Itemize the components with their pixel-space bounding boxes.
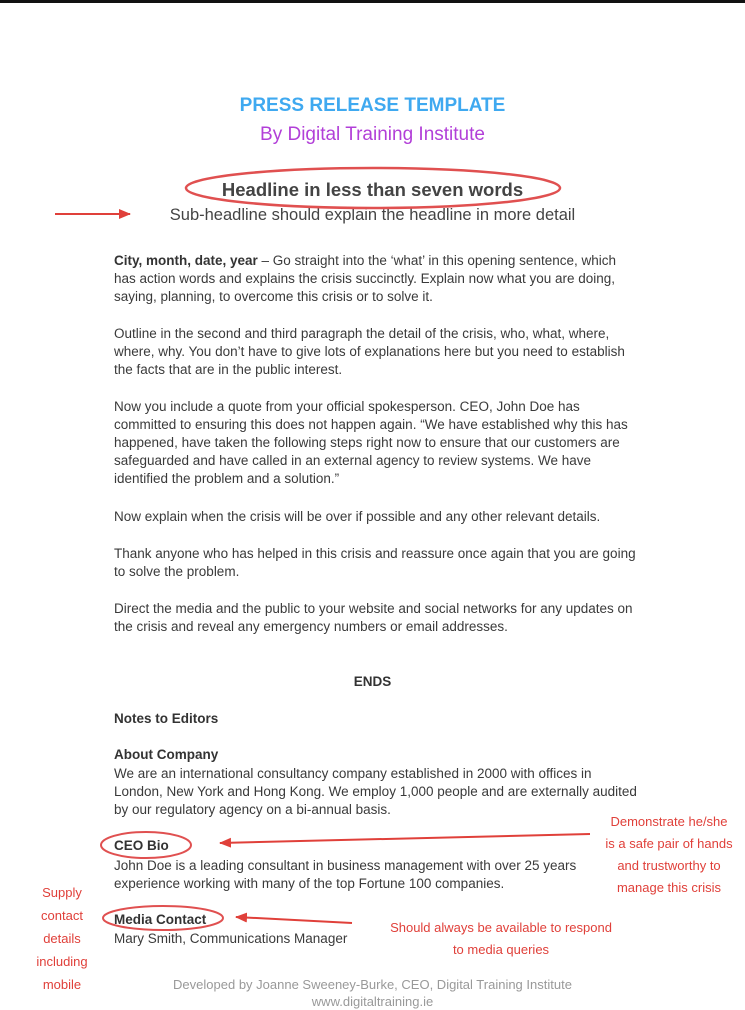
top-border [0,0,745,3]
footer-credit: Developed by Joanne Sweeney-Burke, CEO, Digital Training Institute [173,977,572,992]
supply-annotation-line: Supply [42,885,82,900]
about-company-text: We are an international consultancy company established in 2000 with offices in London, New York and Hong Kong. We employ 1,000 people and are externally audited by our regulatory agency on a bi-annual basis. [114,766,637,817]
ends-marker: ENDS [353,674,392,689]
ceo-annotation-line: manage this crisis [616,880,722,895]
ceo-annotation-line: Demonstrate he/she [610,814,728,829]
paragraph-timeline: Now explain when the crisis will be over if possible and any other relevant details. [114,509,601,524]
paragraph-thanks: Thank anyone who has helped in this crisis and reassure once again that you are going to solve the problem. [114,546,636,579]
ceo-annotation-line: and trustworthy to [617,858,721,873]
paragraph-detail: Outline in the second and third paragraph the detail of the crisis, who, what, where, where, why. You don’t have to give lots of explanations here but you need to establish the facts that are in the public interest. [114,326,625,377]
media-contact-text: Mary Smith, Communications Manager [114,931,348,946]
ceo-annotation-line: is a safe pair of hands [605,836,733,851]
opening-text: – Go straight into the ‘what’ in this opening sentence, which has action words and explains the crisis succinctly. Explain now what you are doing, saying, planning, to overcome this crisis or to solve it. [114,253,616,304]
ceo-bio-text: John Doe is a leading consultant in business management with over 25 years experience working with many of the top Fortune 100 companies. [114,858,577,891]
media-contact-heading: Media Contact [114,912,207,927]
ceo-annotation [594,811,744,899]
contact-annotation-line: to media queries [452,942,550,957]
paragraph-quote: Now you include a quote from your official spokesperson. CEO, John Doe has committed to ensuring this does not happen again. “We have established why this has happened, have taken the following steps right now to ensure that our customers are safeguarded and have called in an external agency to review systems. We have identified the problem and a solution.” [114,399,628,486]
document-subtitle: By Digital Training Institute [260,124,485,145]
contact-annotation-line: Should always be available to respond [390,920,612,935]
media-contact-arrow [236,917,352,923]
release-headline: Headline in less than seven words [221,179,524,200]
paragraph-opening [114,252,639,306]
contact-annotation [368,917,634,961]
supply-annotation-line: mobile [42,977,82,992]
supply-annotation-line: including [36,954,88,969]
footer-url: www.digitaltraining.ie [311,994,434,1009]
supply-annotation-line: details [43,931,81,946]
ceo-bio-arrow [220,834,590,843]
paragraph-direct-media: Direct the media and the public to your website and social networks for any updates on the crisis and reveal any emergency numbers or email addresses. [114,601,633,634]
about-company-heading: About Company [114,747,219,762]
supply-annotation-line: contact [41,908,83,923]
document-title: PRESS RELEASE TEMPLATE [239,95,506,116]
release-subheadline: Sub-headline should explain the headline in more detail [169,206,576,224]
ceo-bio-heading: CEO Bio [114,838,169,853]
dateline: City, month, date, year [114,253,258,268]
notes-heading: Notes to Editors [114,711,219,726]
